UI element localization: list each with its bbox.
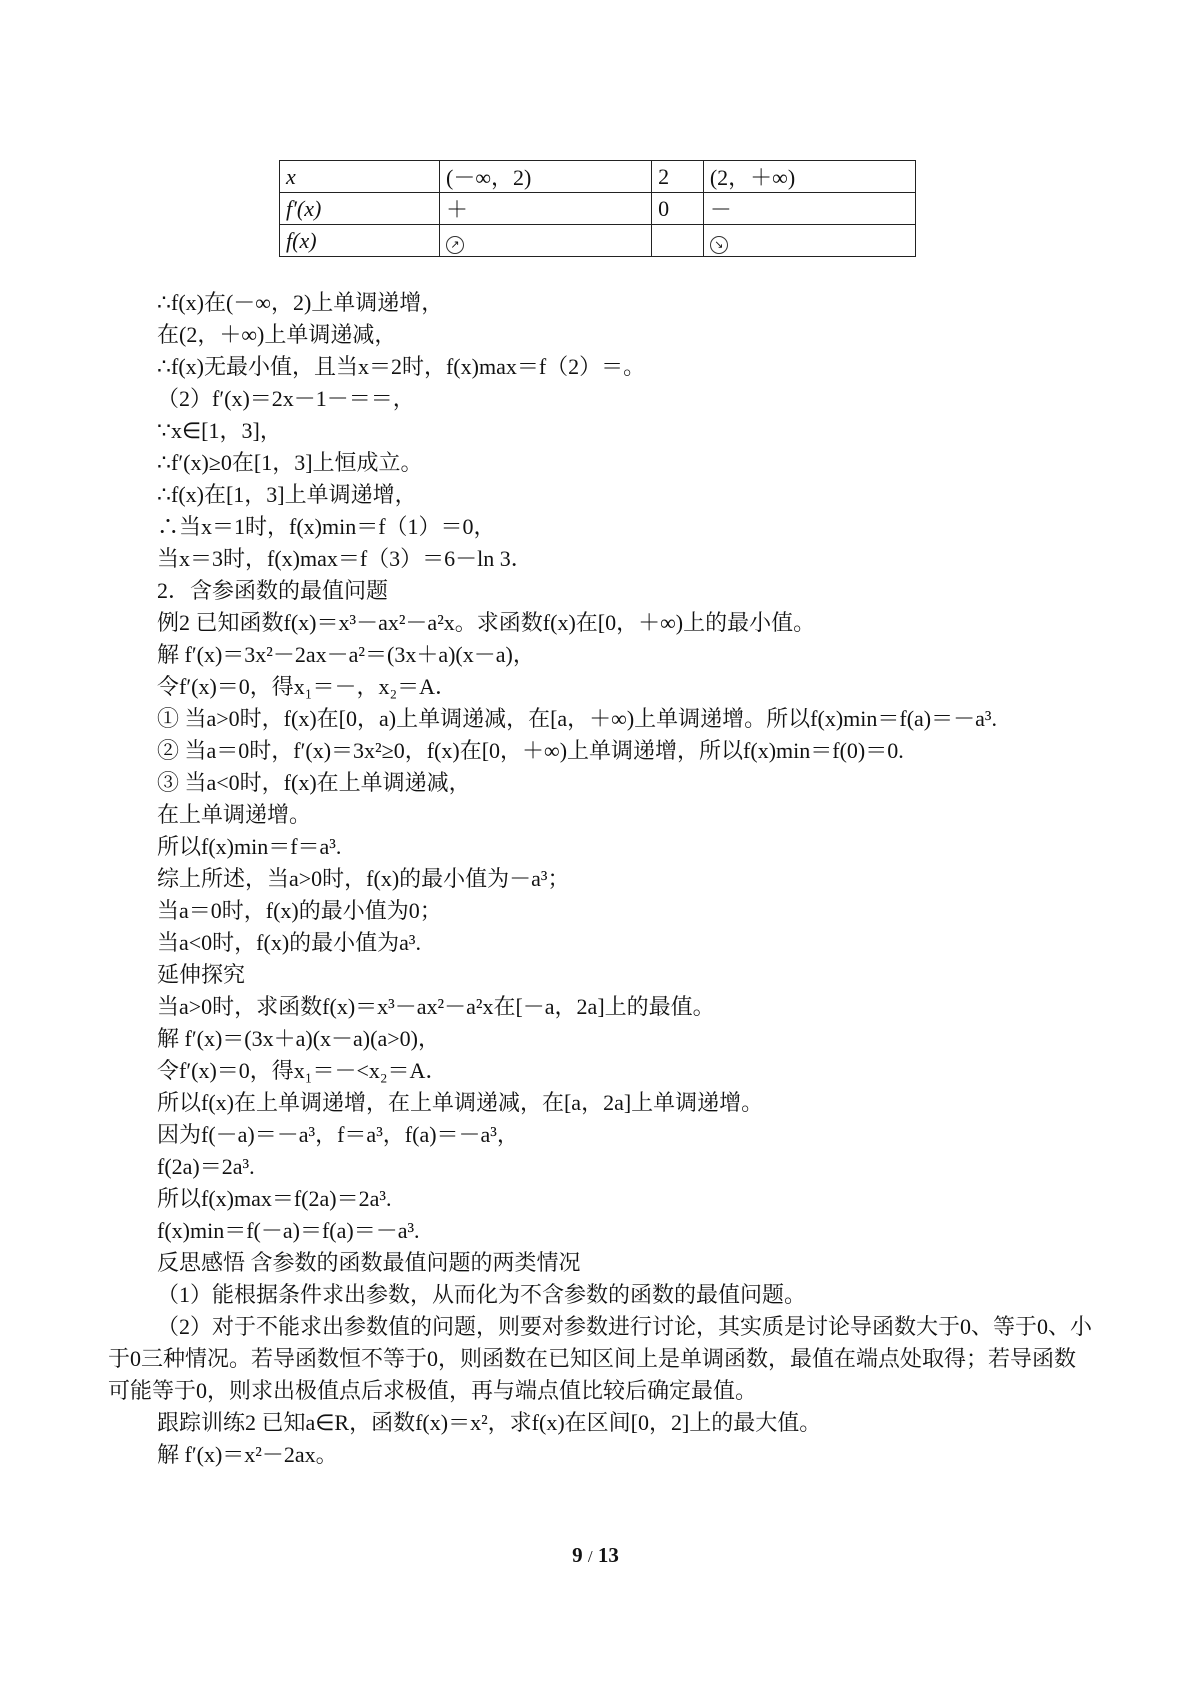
- text-line: 综上所述，当a>0时，f(x)的最小值为－a³；: [157, 866, 570, 891]
- text-line: 令f′(x)＝0，得x₁＝－<x₂＝A．: [157, 1058, 448, 1083]
- table-cell: ＋: [440, 193, 652, 225]
- page-separator: /: [587, 1547, 593, 1566]
- text-line: ∴f(x)在[1，3]上单调递增，: [157, 482, 417, 507]
- text-line: 解 f′(x)＝3x²－2ax－a²＝(3x＋a)(x－a)，: [157, 642, 535, 667]
- text-line: 所以f(x)在上单调递增，在上单调递减，在[a，2a]上单调递增。: [157, 1090, 764, 1115]
- text-line: 当a＝0时，f(x)的最小值为0；: [157, 898, 442, 923]
- text-line: 令f′(x)＝0，得x₁＝－，x₂＝A．: [157, 674, 458, 699]
- variation-table: [279, 160, 916, 257]
- exercise-statement: 跟踪训练2 已知a∈R，函数f(x)＝x²，求f(x)在区间[0，2]上的最大值。: [157, 1410, 822, 1435]
- table-cell: 2: [652, 161, 704, 193]
- text-line: 当a>0时，求函数f(x)＝x³－ax²－a²x在[－a，2a]上的最值。: [157, 994, 715, 1019]
- table-cell: －: [703, 193, 915, 225]
- text-line: 所以f(x)max＝f(2a)＝2a³.: [157, 1186, 392, 1211]
- example-statement: 例2 已知函数f(x)＝x³－ax²－a²x。求函数f(x)在[0，＋∞)上的最小值。: [157, 610, 816, 635]
- decreasing-arrow-icon: ↘: [710, 236, 728, 254]
- page-number: [0, 1543, 1191, 1568]
- table-cell: f′(x): [280, 193, 440, 225]
- table-row: [280, 225, 916, 257]
- table-row: [280, 193, 916, 225]
- text-line: 解 f′(x)＝x²－2ax。: [157, 1442, 338, 1467]
- section-heading: 2．含参函数的最值问题: [157, 578, 389, 603]
- table-cell: [703, 225, 915, 257]
- text-line: ∵x∈[1，3]，: [157, 418, 282, 443]
- text-line: ③ 当a<0时，f(x)在上单调递减，: [157, 770, 471, 795]
- table-cell: 0: [652, 193, 704, 225]
- text-line: ∴f(x)在(－∞，2)上单调递增，: [157, 290, 444, 315]
- table-row: [280, 161, 916, 193]
- text-line: ∴f′(x)≥0在[1，3]上恒成立。: [157, 450, 423, 475]
- text-line: （2）对于不能求出参数值的问题，则要对参数进行讨论，其实质是讨论导函数大于0、等于0、小于0三种情况。若导函数恒不等于0，则函数在已知区间上是单调函数，最值在端点处取得；若导函数可能等于0，则求出极值点后求极值，再与端点值比较后确定最值。: [108, 1314, 1093, 1403]
- text-line: （1）能根据条件求出参数，从而化为不含参数的函数的最值问题。: [157, 1282, 807, 1307]
- text-line: （2）f′(x)＝2x－1－＝＝，: [157, 386, 415, 411]
- text-line: f(2a)＝2a³.: [157, 1154, 255, 1179]
- total-pages: 13: [597, 1543, 619, 1567]
- table-cell: f(x): [280, 225, 440, 257]
- solution-text: [108, 287, 1093, 1471]
- text-line: 在上单调递增。: [157, 802, 312, 827]
- text-line: ∴f(x)无最小值，且当x＝2时，f(x)max＝f（2）＝。: [157, 354, 646, 379]
- table-cell: x: [280, 161, 440, 193]
- section-heading: 反思感悟 含参数的函数最值问题的两类情况: [157, 1250, 581, 1275]
- text-line: 因为f(－a)＝－a³，f＝a³，f(a)＝－a³，: [157, 1122, 519, 1147]
- text-line: 在(2，＋∞)上单调递减，: [157, 322, 397, 347]
- text-line: ② 当a＝0时，f′(x)＝3x²≥0，f(x)在[0，＋∞)上单调递增，所以f(x)min＝f(0)＝0.: [157, 738, 904, 763]
- current-page: 9: [572, 1543, 583, 1567]
- text-line: 所以f(x)min＝f＝a³.: [157, 834, 342, 859]
- text-line: 解 f′(x)＝(3x＋a)(x－a)(a>0)，: [157, 1026, 440, 1051]
- text-line: ① 当a>0时，f(x)在[0，a)上单调递减，在[a，＋∞)上单调递增。所以f(x)min＝f(a)＝－a³.: [157, 706, 997, 731]
- table-cell: (－∞，2): [440, 161, 652, 193]
- section-heading: 延伸探究: [157, 962, 246, 987]
- text-line: 当x＝3时，f(x)max＝f（3）＝6－ln 3．: [157, 546, 533, 571]
- text-line: ∴当x＝1时，f(x)min＝f（1）＝0，: [157, 514, 496, 539]
- table-cell: [440, 225, 652, 257]
- increasing-arrow-icon: ↗: [446, 236, 464, 254]
- text-line: 当a<0时，f(x)的最小值为a³.: [157, 930, 422, 955]
- text-line: f(x)min＝f(－a)＝f(a)＝－a³.: [157, 1218, 420, 1243]
- table-cell: [652, 225, 704, 257]
- table-cell: (2，＋∞): [703, 161, 915, 193]
